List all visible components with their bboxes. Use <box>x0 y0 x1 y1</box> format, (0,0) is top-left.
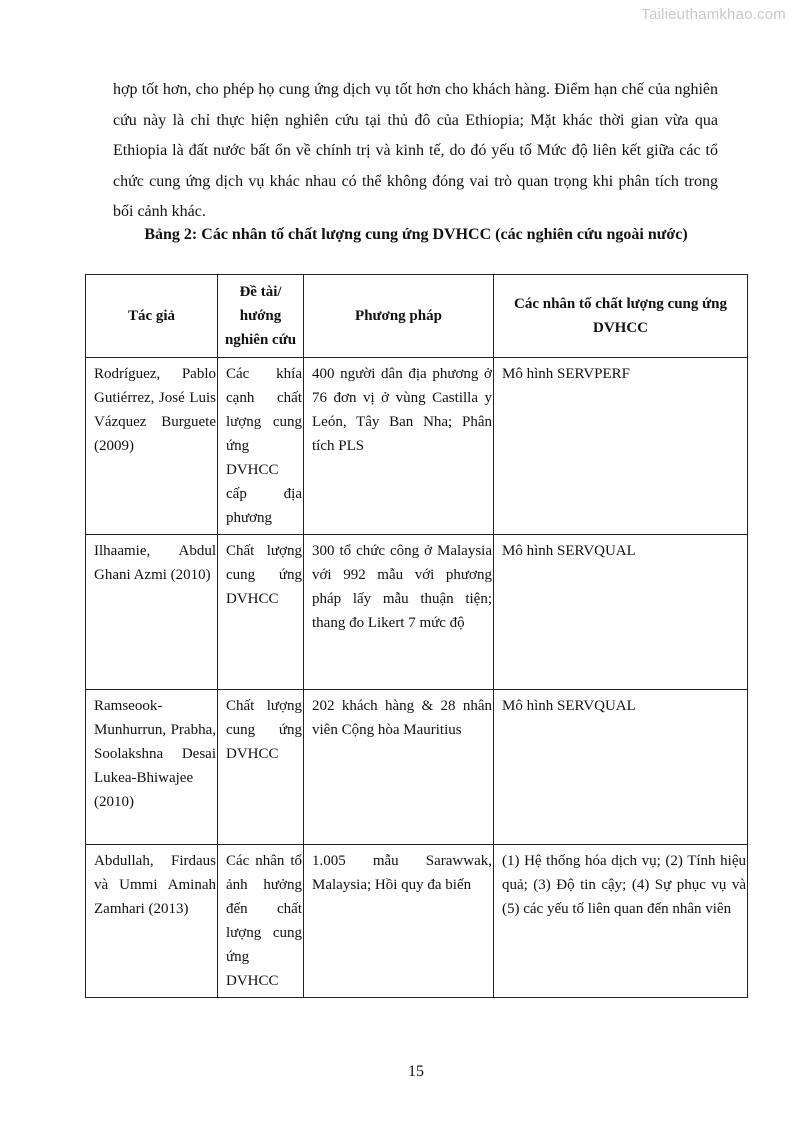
cell-topic: Các nhân tố ảnh hưởng đến chất lượng cung ứng DVHCC <box>218 845 304 998</box>
table-header-row <box>86 275 748 358</box>
table-row <box>86 358 748 535</box>
header-factors: Các nhân tố chất lượng cung ứng DVHCC <box>494 275 748 358</box>
cell-method: 400 người dân địa phương ở 76 đơn vị ở vùng Castilla y León, Tây Ban Nha; Phân tích PLS <box>304 358 494 535</box>
cell-method: 300 tổ chức công ở Malaysia với 992 mẫu với phương pháp lấy mẫu thuận tiện; thang đo Likert 7 mức độ <box>304 535 494 690</box>
header-topic: Đề tài/ hướng nghiên cứu <box>218 275 304 358</box>
cell-factors: (1) Hệ thống hóa dịch vụ; (2) Tính hiệu quả; (3) Độ tin cậy; (4) Sự phục vụ và (5) các yếu tố liên quan đến nhân viên <box>494 845 748 998</box>
table-row <box>86 690 748 845</box>
cell-author: Abdullah, Firdaus và Ummi Aminah Zamhari (2013) <box>86 845 218 998</box>
cell-method: 202 khách hàng & 28 nhân viên Cộng hòa Mauritius <box>304 690 494 845</box>
cell-topic: Các khía cạnh chất lượng cung ứng DVHCC cấp địa phương <box>218 358 304 535</box>
cell-author: Rodríguez, Pablo Gutiérrez, José Luis Vázquez Burguete (2009) <box>86 358 218 535</box>
cell-factors: Mô hình SERVPERF <box>494 358 748 535</box>
page-number: 15 <box>408 1063 424 1080</box>
table-row <box>86 845 748 998</box>
cell-author: Ramseook-Munhurrun, Prabha, Soolakshna Desai Lukea-Bhiwajee (2010) <box>86 690 218 845</box>
cell-topic: Chất lượng cung ứng DVHCC <box>218 690 304 845</box>
cell-topic: Chất lượng cung ứng DVHCC <box>218 535 304 690</box>
cell-method: 1.005 mẫu Sarawwak, Malaysia; Hồi quy đa biến <box>304 845 494 998</box>
cell-factors: Mô hình SERVQUAL <box>494 690 748 845</box>
watermark-text: Tailieuthamkhao.com <box>641 6 786 23</box>
table-row <box>86 535 748 690</box>
cell-author: Ilhaamie, Abdul Ghani Azmi (2010) <box>86 535 218 690</box>
body-paragraph: hợp tốt hơn, cho phép họ cung ứng dịch vụ tốt hơn cho khách hàng. Điểm hạn chế của nghiên cứu này là chỉ thực hiện nghiên cứu tại thủ đô của Ethiopia; Mặt khác thời gian vừa qua Ethiopia là đất nước bất ổn về chính trị và kinh tế, do đó yếu tố Mức độ liên kết giữa các tổ chức cung ứng dịch vụ khác nhau có thể không đóng vai trò quan trọng khi phân tích trong bối cảnh khác. <box>113 81 718 220</box>
header-author: Tác giả <box>86 275 218 358</box>
table-caption: Bảng 2: Các nhân tố chất lượng cung ứng DVHCC (các nghiên cứu ngoài nước) <box>144 226 688 243</box>
header-method: Phương pháp <box>304 275 494 358</box>
studies-table <box>85 274 748 998</box>
cell-factors: Mô hình SERVQUAL <box>494 535 748 690</box>
